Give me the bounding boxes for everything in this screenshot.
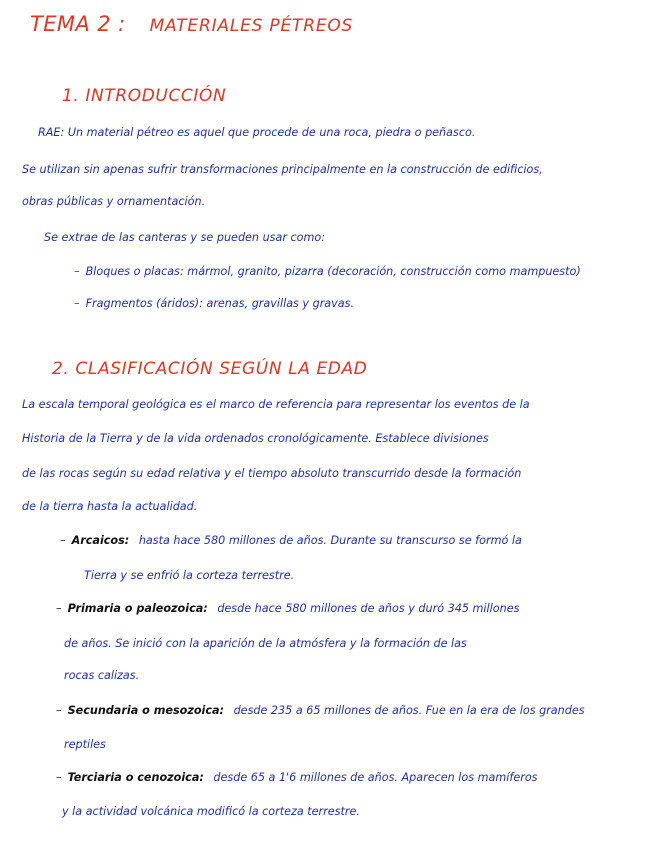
era-arcaicos-line-1: hasta hace 580 millones de años. Durante su transcurso se formó la	[138, 534, 522, 547]
bullet-fragmentos: – Fragmentos (áridos): arenas, gravillas y gravas.	[74, 297, 355, 310]
era-arcaicos: – Arcaicos: hasta hace 580 millones de años. Durante su transcurso se formó la	[60, 534, 522, 547]
section-2-intro-line-4: de la tierra hasta la actualidad.	[22, 500, 198, 513]
bullet-fragmentos-text: Fragmentos (áridos): arenas, gravillas y gravas.	[85, 297, 355, 310]
era-terciaria-line-2: y la actividad volcánica modificó la corteza terrestre.	[62, 805, 360, 818]
era-primaria-line-2: de años. Se inició con la aparición de la atmósfera y la formación de las	[64, 637, 467, 650]
section-1-heading: 1. INTRODUCCIÓN	[62, 86, 227, 106]
era-secundaria-line-1: desde 235 a 65 millones de años. Fue en la era de los grandes	[233, 704, 585, 717]
era-arcaicos-line-2: Tierra y se enfrió la corteza terrestre.	[84, 569, 295, 582]
intro-line-3: obras públicas y ornamentación.	[22, 195, 206, 208]
page-title	[30, 12, 353, 36]
era-primaria: – Primaria o paleozoica: desde hace 580 millones de años y duró 345 millones	[56, 602, 520, 615]
era-primaria-term: Primaria o paleozoica:	[67, 602, 208, 615]
title-topic: MATERIALES PÉTREOS	[149, 16, 354, 36]
era-terciaria: – Terciaria o cenozoica: desde 65 a 1'6 millones de años. Aparecen los mamíferos	[56, 771, 538, 784]
section-2-intro-line-3: de las rocas según su edad relativa y el tiempo absoluto transcurrido desde la formación	[22, 467, 522, 480]
section-2-intro-line-1: La escala temporal geológica es el marco de referencia para representar los eventos de la	[22, 398, 530, 411]
intro-line-4: Se extrae de las canteras y se pueden usar como:	[44, 231, 326, 244]
era-arcaicos-term: Arcaicos:	[71, 534, 130, 547]
bullet-bloques: – Bloques o placas: mármol, granito, pizarra (decoración, construcción como mampuesto)	[74, 265, 581, 278]
era-terciaria-term: Terciaria o cenozoica:	[67, 771, 204, 784]
bullet-bloques-text: Bloques o placas: mármol, granito, pizarra (decoración, construcción como mampuesto)	[85, 265, 581, 278]
era-secundaria-line-2: reptiles	[64, 738, 106, 751]
title-prefix: TEMA 2 :	[30, 12, 126, 36]
era-primaria-line-3: rocas calizas.	[64, 669, 140, 682]
era-secundaria: – Secundaria o mesozoica: desde 235 a 65 millones de años. Fue en la era de los grandes	[56, 704, 585, 717]
era-primaria-line-1: desde hace 580 millones de años y duró 345 millones	[217, 602, 520, 615]
era-secundaria-term: Secundaria o mesozoica:	[67, 704, 225, 717]
era-terciaria-line-1: desde 65 a 1'6 millones de años. Aparecen los mamíferos	[213, 771, 538, 784]
intro-line-2: Se utilizan sin apenas sufrir transformaciones principalmente en la construcción de edificios,	[22, 163, 543, 176]
section-2-heading: 2. CLASIFICACIÓN SEGÚN LA EDAD	[52, 359, 368, 379]
section-2-intro-line-2: Historia de la Tierra y de la vida ordenados cronológicamente. Establece divisiones	[22, 432, 489, 445]
intro-line-1: RAE: Un material pétreo es aquel que procede de una roca, piedra o peñasco.	[38, 126, 476, 139]
